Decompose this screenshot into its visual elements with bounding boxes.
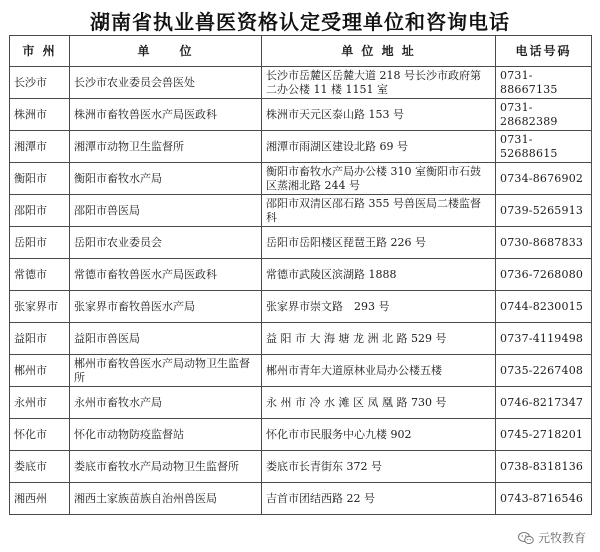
cell-unit: 衡阳市畜牧水产局 <box>70 163 262 195</box>
cell-address: 湘潭市雨湖区建设北路 69 号 <box>262 131 496 163</box>
header-address: 单 位 地 址 <box>262 36 496 67</box>
cell-city: 邵阳市 <box>10 195 70 227</box>
cell-phone: 0744-8230015 <box>496 291 592 323</box>
table-row <box>10 355 592 387</box>
table-row <box>10 195 592 227</box>
table-row <box>10 323 592 355</box>
cell-city: 岳阳市 <box>10 227 70 259</box>
cell-address: 张家界市崇文路 293 号 <box>262 291 496 323</box>
cell-phone: 0731-28682389 <box>496 99 592 131</box>
cell-unit: 常德市畜牧兽医水产局医政科 <box>70 259 262 291</box>
cell-unit: 长沙市农业委员会兽医处 <box>70 67 262 99</box>
page-title: 湖南省执业兽医资格认定受理单位和咨询电话 <box>90 10 510 34</box>
watermark <box>518 529 586 546</box>
cell-address: 怀化市市民服务中心九楼 902 <box>262 419 496 451</box>
cell-phone: 0734-8676902 <box>496 163 592 195</box>
cell-city: 衡阳市 <box>10 163 70 195</box>
table-row <box>10 259 592 291</box>
cell-unit: 湘西土家族苗族自治州兽医局 <box>70 483 262 515</box>
table-row <box>10 451 592 483</box>
cell-address: 衡阳市畜牧水产局办公楼 310 室衡阳市石鼓区蒸湘北路 244 号 <box>262 163 496 195</box>
cell-unit: 益阳市兽医局 <box>70 323 262 355</box>
cell-phone: 0736-7268080 <box>496 259 592 291</box>
table-row <box>10 163 592 195</box>
cell-unit: 张家界市畜牧兽医水产局 <box>70 291 262 323</box>
watermark-text: 元牧教育 <box>537 531 586 545</box>
header-phone: 电话号码 <box>496 36 592 67</box>
cell-phone: 0735-2267408 <box>496 355 592 387</box>
cell-address: 郴州市青年大道原林业局办公楼五楼 <box>262 355 496 387</box>
table-header-row <box>10 36 592 67</box>
table-row <box>10 291 592 323</box>
cell-phone: 0743-8716546 <box>496 483 592 515</box>
table-row <box>10 67 592 99</box>
cell-phone: 0746-8217347 <box>496 387 592 419</box>
cell-city: 长沙市 <box>10 67 70 99</box>
table-row <box>10 387 592 419</box>
cell-city: 常德市 <box>10 259 70 291</box>
cell-city: 郴州市 <box>10 355 70 387</box>
cell-address: 株洲市天元区泰山路 153 号 <box>262 99 496 131</box>
header-unit: 单 位 <box>70 36 262 67</box>
cell-address: 益 阳 市 大 海 塘 龙 洲 北 路 529 号 <box>262 323 496 355</box>
cell-phone: 0739-5265913 <box>496 195 592 227</box>
contact-table <box>9 35 592 515</box>
cell-city: 株洲市 <box>10 99 70 131</box>
cell-city: 永州市 <box>10 387 70 419</box>
cell-address: 吉首市团结西路 22 号 <box>262 483 496 515</box>
cell-address: 邵阳市双清区邵石路 355 号兽医局二楼监督科 <box>262 195 496 227</box>
cell-city: 益阳市 <box>10 323 70 355</box>
cell-unit: 怀化市动物防疫监督站 <box>70 419 262 451</box>
table-row <box>10 227 592 259</box>
cell-phone: 0731-52688615 <box>496 131 592 163</box>
cell-phone: 0745-2718201 <box>496 419 592 451</box>
cell-address: 长沙市岳麓区岳麓大道 218 号长沙市政府第二办公楼 11 楼 1151 室 <box>262 67 496 99</box>
wechat-icon <box>518 531 534 545</box>
cell-unit: 湘潭市动物卫生监督所 <box>70 131 262 163</box>
cell-phone: 0730-8687833 <box>496 227 592 259</box>
table-row <box>10 99 592 131</box>
table-row <box>10 419 592 451</box>
header-city: 市 州 <box>10 36 70 67</box>
table-row <box>10 131 592 163</box>
cell-unit: 永州市畜牧水产局 <box>70 387 262 419</box>
cell-phone: 0737-4119498 <box>496 323 592 355</box>
cell-unit: 邵阳市兽医局 <box>70 195 262 227</box>
cell-address: 娄底市长青街东 372 号 <box>262 451 496 483</box>
table-row <box>10 483 592 515</box>
cell-address: 常德市武陵区滨湖路 1888 <box>262 259 496 291</box>
cell-city: 娄底市 <box>10 451 70 483</box>
cell-address: 永 州 市 冷 水 滩 区 凤 凰 路 730 号 <box>262 387 496 419</box>
cell-address: 岳阳市岳阳楼区琵琶王路 226 号 <box>262 227 496 259</box>
cell-city: 怀化市 <box>10 419 70 451</box>
cell-unit: 娄底市畜牧水产局动物卫生监督所 <box>70 451 262 483</box>
cell-phone: 0731-88667135 <box>496 67 592 99</box>
cell-city: 湘潭市 <box>10 131 70 163</box>
cell-unit: 郴州市畜牧兽医水产局动物卫生监督所 <box>70 355 262 387</box>
cell-city: 湘西州 <box>10 483 70 515</box>
cell-unit: 岳阳市农业委员会 <box>70 227 262 259</box>
cell-unit: 株洲市畜牧兽医水产局医政科 <box>70 99 262 131</box>
cell-city: 张家界市 <box>10 291 70 323</box>
cell-phone: 0738-8318136 <box>496 451 592 483</box>
